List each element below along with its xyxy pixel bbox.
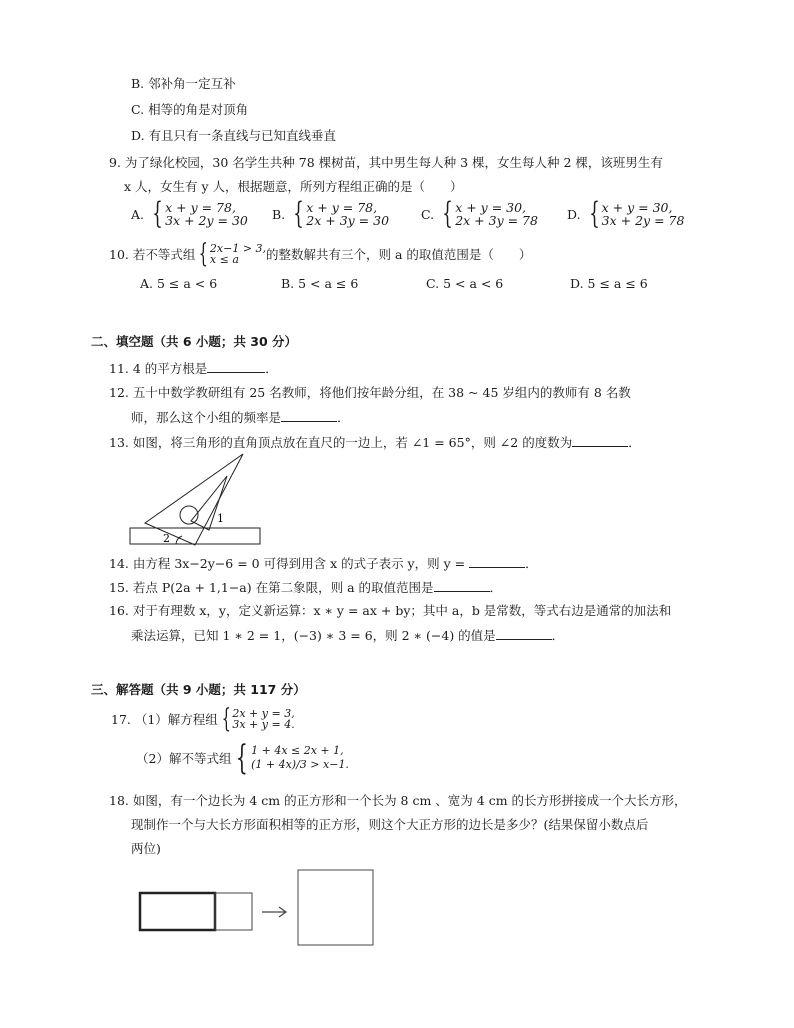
- equation: x + y = 78,: [306, 200, 378, 215]
- small-square: [215, 893, 252, 930]
- q15-end: ．: [489, 580, 503, 595]
- angle-2-label: 2: [163, 532, 170, 545]
- q11: [109, 360, 278, 377]
- answer-blank[interactable]: [469, 555, 525, 568]
- answer-blank[interactable]: [434, 579, 490, 592]
- q13-text: 13. 如图，将三角形的直角顶点放在直尺的一边上，若 ∠1 = 65°，则 ∠2 的度数为: [109, 435, 573, 450]
- q9-option-c: [421, 196, 538, 231]
- q10-option-a: A. 5 ≤ a < 6: [140, 276, 218, 291]
- equation: x + y = 30,: [455, 200, 527, 215]
- brace-icon: {: [236, 738, 249, 778]
- option-label: A.: [131, 206, 145, 222]
- equation: x ≤ a: [209, 253, 239, 266]
- ruler: [130, 528, 260, 544]
- q9-option-d: [567, 196, 685, 231]
- equation: 2x−1 > 3,: [209, 242, 267, 255]
- q13-figure: [125, 450, 270, 550]
- q15-text: 15. 若点 P(2a + 1,1−a) 在第二象限，则 a 的取值范围是: [109, 580, 434, 595]
- answer-blank[interactable]: [281, 409, 337, 422]
- q8-option-c: C. 相等的角是对顶角: [131, 102, 249, 117]
- q18-figure: [135, 860, 385, 950]
- q12-end: ．: [337, 410, 350, 425]
- section3-title: 三、解答题（共 9 小题；共 117 分）: [91, 682, 306, 697]
- brace-icon: {: [588, 196, 600, 231]
- equation: 2x + 3y = 78: [455, 213, 538, 228]
- q16-line1: 16. 对于有理数 x，y，定义新运算：x ∗ y = ax + by；其中 a，b 是常数，等式右边是通常的加法和: [109, 603, 672, 618]
- q12-line2: [131, 409, 350, 426]
- q16-line2: [131, 627, 564, 644]
- q18-line3: 两位): [131, 841, 161, 856]
- inequality: (1 + 4x)/3 > x−1.: [251, 758, 349, 771]
- q17b-prefix: （2）解不等式组: [136, 751, 232, 766]
- q10-option-d: D. 5 ≤ a ≤ 6: [570, 276, 648, 291]
- equation: x + y = 30,: [601, 200, 673, 215]
- big-square: [298, 870, 373, 945]
- q17-part2: [136, 738, 349, 778]
- q9-stem-line1: 9. 为了绿化校园，30 名学生共种 78 棵树苗，其中男生每人种 3 棵，女生每人种 2 棵，该班男生有: [109, 155, 663, 170]
- q17-prefix: 17. （1）解方程组: [111, 712, 218, 727]
- option-label: C.: [421, 206, 435, 222]
- section2-title: 二、填空题（共 6 小题；共 30 分）: [91, 334, 298, 349]
- q8-option-b: B. 邻补角一定互补: [131, 76, 236, 91]
- brace-icon: {: [442, 196, 453, 231]
- answer-blank[interactable]: [572, 434, 628, 447]
- equation: x + y = 78,: [165, 200, 236, 215]
- q10-stem: [109, 240, 531, 268]
- brace-icon: {: [199, 239, 209, 269]
- q10-option-c: C. 5 < a < 6: [426, 276, 504, 291]
- equation: 3x + 2y = 78: [601, 213, 685, 228]
- answer-blank[interactable]: [207, 360, 265, 373]
- triangle: [145, 454, 243, 545]
- q10-option-b: B. 5 < a ≤ 6: [281, 276, 359, 291]
- option-label: B.: [272, 206, 286, 222]
- q12-text: 师，那么这个小组的频率是: [131, 410, 282, 425]
- q13-end: ．: [628, 435, 641, 450]
- answer-blank[interactable]: [496, 627, 552, 640]
- equation: 2x + 3y = 30: [306, 213, 390, 228]
- q10-prefix: 10. 若不等式组: [109, 247, 196, 262]
- q14-text: 14. 由方程 3x−2y−6 = 0 可得到用含 x 的式子表示 y，则 y =: [109, 556, 470, 571]
- option-label: D.: [567, 206, 581, 222]
- q8-option-d: D. 有且只有一条直线与已知直线垂直: [131, 128, 337, 143]
- q17-part1: [111, 705, 295, 733]
- q10-suffix: 的整数解共有三个，则 a 的取值范围是（ ）: [266, 247, 532, 262]
- equation: 2x + y = 3,: [232, 707, 295, 720]
- q13: [109, 434, 641, 451]
- q11-end: ．: [265, 361, 278, 376]
- q18-line2: 现制作一个与大长方形面积相等的正方形，则这个大正方形的边长是多少？(结果保留小数点后: [131, 817, 649, 832]
- q9-option-b: [272, 196, 390, 231]
- q14: [109, 555, 538, 572]
- angle-1-label: 1: [217, 512, 224, 525]
- q12-line1: 12. 五十中数学教研组有 25 名教师，将他们按年龄分组，在 38 ~ 45 岁组内的教师有 8 名教: [109, 385, 631, 400]
- q16-text: 乘法运算，已知 1 ∗ 2 = 1，(−3) ∗ 3 = 6，则 2 ∗ (−4) 的值是: [131, 628, 496, 643]
- equation: 3x + y = 4.: [232, 718, 295, 731]
- brace-icon: {: [152, 196, 163, 231]
- inequality: 1 + 4x ≤ 2x + 1,: [251, 744, 344, 757]
- q15: [109, 579, 502, 596]
- q9-stem-line2: x 人，女生有 y 人，根据题意，所列方程组正确的是（ ）: [124, 179, 463, 194]
- long-rectangle: [140, 893, 215, 930]
- equation: 3x + 2y = 30: [165, 213, 248, 228]
- brace-icon: {: [293, 196, 304, 231]
- brace-icon: {: [221, 704, 231, 734]
- q16-end: ．: [551, 628, 565, 643]
- q9-option-a: [131, 196, 248, 231]
- q18-line1: 18. 如图，有一个边长为 4 cm 的正方形和一个长为 8 cm 、宽为 4 cm 的长方形拼接成一个大长方形，: [109, 793, 687, 808]
- q11-text: 11. 4 的平方根是: [109, 361, 208, 376]
- q14-end: ．: [525, 556, 538, 571]
